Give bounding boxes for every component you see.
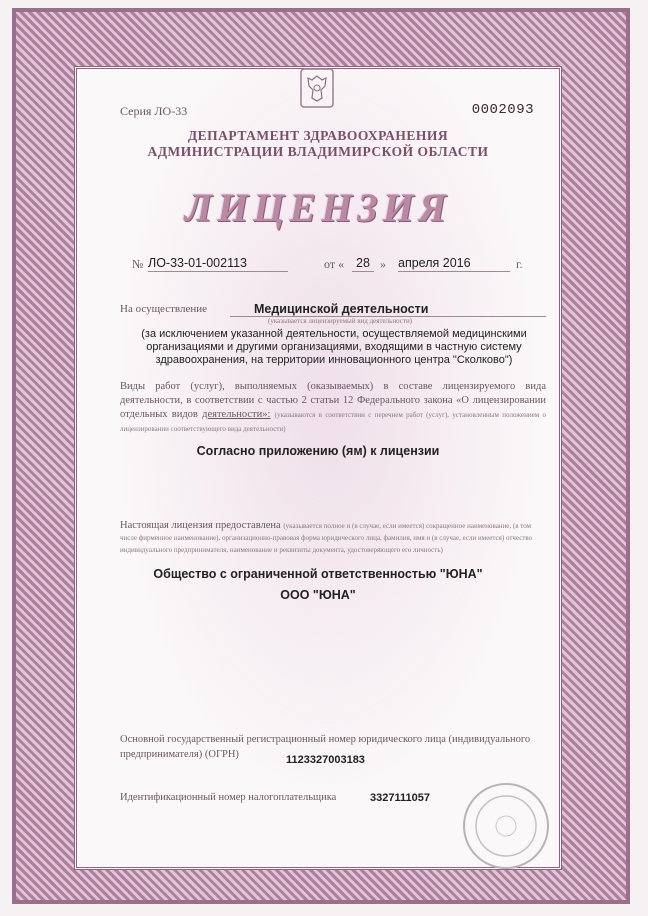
ogrn-value: 1123327003183	[286, 754, 365, 766]
round-stamp-icon	[460, 780, 552, 872]
coat-of-arms-icon	[300, 68, 334, 108]
series-label: Серия ЛО-33	[120, 104, 188, 118]
license-day: 28	[352, 256, 374, 272]
works-value: Согласно приложению (ям) к лицензии	[196, 444, 440, 458]
works-text-end: деятельности»:	[202, 409, 271, 420]
license-month-year: апреля 2016	[398, 256, 510, 272]
activity-label: На осуществление	[120, 303, 207, 315]
granted-text: Настоящая лицензия предоставлена	[120, 520, 281, 531]
licensee	[80, 564, 556, 606]
date-prefix: от «	[324, 257, 345, 271]
activity-exclusion: (за исключением указанной деятельности, осуществляемой медицинскими организациями и другими организациями, входящими в частную систему здравоохранения, на территории инновационного центра "Сколково")	[141, 328, 527, 366]
number-sign: №	[132, 257, 144, 271]
year-suffix: г.	[516, 257, 523, 271]
department-line-2: АДМИНИСТРАЦИИ ВЛАДИМИРСКОЙ ОБЛАСТИ	[147, 144, 489, 159]
activity-value: Медицинской деятельности	[230, 302, 546, 317]
license-number-row	[132, 256, 532, 274]
works-note: (указываются в соответствии с перечнем работ (услуг), установленным положением о лицензировании соответствующего вида деятельности)	[120, 411, 547, 433]
activity-note: (указывается лицензируемый вид деятельности)	[268, 317, 413, 325]
form-number: 0002093	[471, 102, 534, 118]
department-line-1: ДЕПАРТАМЕНТ ЗДРАВООХРАНЕНИЯ	[187, 128, 449, 143]
day-suffix: »	[380, 257, 386, 271]
document-title: ЛИЦЕНЗИЯ	[184, 185, 452, 230]
works-description	[120, 380, 546, 436]
licensee-short-name: ООО "ЮНА"	[280, 588, 356, 602]
licensee-full-name: Общество с ограниченной ответственностью "ЮНА"	[153, 567, 483, 581]
inn-value: 3327111057	[370, 792, 430, 804]
inn-label: Идентификационный номер налогоплательщика	[120, 792, 337, 803]
document-content	[80, 60, 556, 880]
granted-note: (указывается полное и (в случае, если имеется) сокращенное наименование, (в том числе фирменное наименование), организационно-правовая форма юридического лица, фамилия, имя и (в случае, если имеется) отчество индивидуального предпринимателя, наименование и реквизиты документа, удостоверяющего его личность)	[120, 522, 533, 554]
issuing-authority	[80, 128, 556, 160]
granted-to-description	[120, 520, 546, 556]
license-number: ЛО-33-01-002113	[148, 256, 288, 272]
ogrn-label: Основной государственный регистрационный номер юридического лица (индивидуального предпринимателя) (ОГРН)	[120, 734, 531, 760]
works-text: Виды работ (услуг), выполняемых (оказываемых) в составе лицензируемого вида деятельности, в соответствии с частью 2 статьи 12 Федерального закона «О лицензировании отдельных видов	[120, 381, 546, 420]
